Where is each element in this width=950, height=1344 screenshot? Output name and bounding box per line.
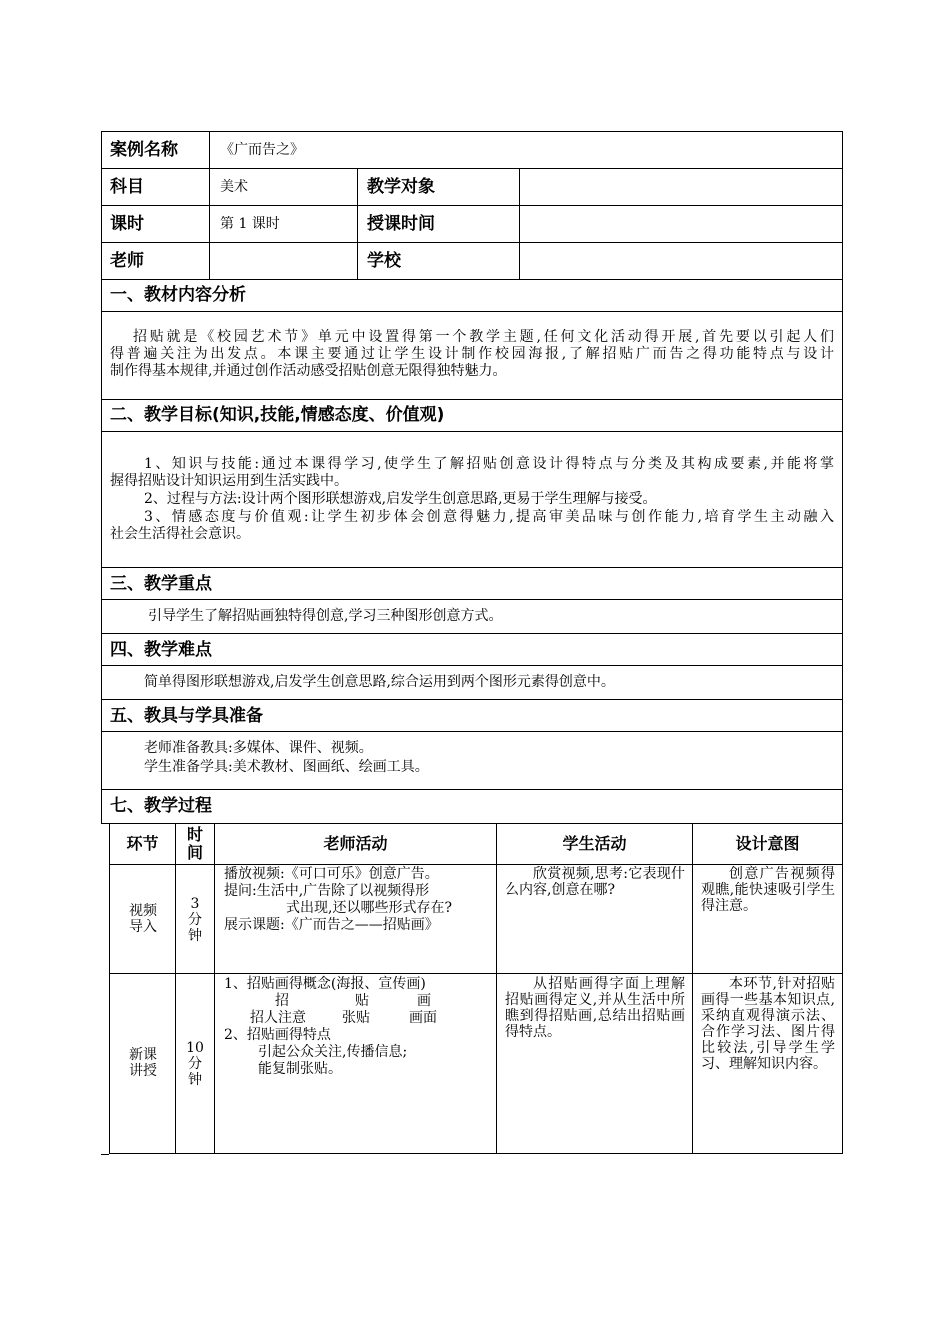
key-points-text: 引导学生了解招贴画独特得创意,学习三种图形创意方式。 — [148, 608, 503, 624]
case-name-value: 《广而告之》 — [220, 142, 304, 158]
row2-teacher-char: 招 — [275, 993, 289, 1009]
difficulties-text: 简单得图形联想游戏,启发学生创意思路,综合运用到两个图形元素得创意中。 — [144, 674, 615, 690]
row2-teacher-word: 画面 — [409, 1010, 437, 1026]
row-divider — [101, 567, 843, 568]
row-divider — [101, 205, 843, 206]
process-header-time: 时间 — [186, 825, 203, 862]
row1-intent: 创意广告视频得观瞧,能快速吸引学生得注意。 — [701, 866, 835, 914]
process-table-bottom — [109, 1153, 843, 1154]
process-col-divider — [842, 823, 843, 1154]
row2-teacher-line: 能复制张贴。 — [258, 1061, 342, 1077]
section-title-materials: 五、教具与学具准备 — [110, 706, 263, 726]
row1-teacher-line: 提问:生活中,广告除了以视频得形 — [224, 883, 430, 899]
process-col-divider — [692, 823, 693, 1154]
process-header-intent: 设计意图 — [735, 834, 800, 853]
row-divider — [101, 599, 843, 600]
objective-line: 2、过程与方法:设计两个图形联想游戏,启发学生创意思路,更易于学生理解与接受。 — [144, 491, 657, 507]
school-label: 学校 — [367, 251, 401, 271]
row-divider — [101, 431, 843, 432]
row-divider — [101, 242, 843, 243]
row2-student: 从招贴画得字面上理解招贴画得定义,并从生活中所瞧到得招贴画,总结出招贴画得特点。 — [505, 976, 685, 1040]
row2-teacher-word: 张贴 — [342, 1010, 370, 1026]
row-divider — [101, 399, 843, 400]
subject-label: 科目 — [110, 177, 144, 197]
content-analysis-line: 得普遍关注为出发点。本课主要通过让学生设计制作校园海报,了解招贴广而告之得功能特点与设计 — [110, 346, 834, 362]
process-col-divider — [496, 823, 497, 1154]
row-divider — [101, 823, 843, 824]
teacher-label: 老师 — [110, 251, 144, 271]
period-label: 课时 — [110, 214, 144, 234]
row1-teacher-line: 展示课题:《广而告之——招贴画》 — [224, 917, 439, 933]
table-border-left — [101, 131, 102, 823]
materials-line: 学生准备学具:美术教材、图画纸、绘画工具。 — [144, 759, 429, 775]
time-label: 授课时间 — [367, 214, 435, 234]
process-header-student: 学生活动 — [562, 834, 627, 853]
row1-teacher-line: 式出现,还以哪些形式存在? — [286, 900, 452, 916]
table-tick — [101, 1154, 109, 1155]
process-col-divider — [214, 823, 215, 1154]
section-title-difficulties: 四、教学难点 — [110, 640, 212, 660]
section-title-process: 七、教学过程 — [110, 796, 212, 816]
row2-teacher-line: 1、招贴画得概念(海报、宣传画) — [224, 976, 426, 992]
row-divider — [101, 633, 843, 634]
col-divider — [209, 131, 210, 279]
period-value: 第 1 课时 — [220, 216, 280, 232]
row1-teacher-line: 播放视频:《可口可乐》创意广告。 — [224, 866, 439, 882]
row2-time: 10分钟 — [186, 1040, 204, 1088]
process-header-teacher: 老师活动 — [323, 834, 388, 853]
objective-line: 社会生活得社会意识。 — [110, 526, 250, 542]
objective-line: 握得招贴设计知识运用到生活实践中。 — [110, 473, 348, 489]
objective-line: 3、情感态度与价值观:让学生初步体会创意得魅力,提高审美品味与创作能力,培育学生主动融入 — [144, 509, 834, 525]
row2-intent: 本环节,针对招贴画得一些基本知识点,采纳直观得演示法、合作学习法、图片得比较法,引导学生学习、理解知识内容。 — [701, 976, 835, 1072]
objective-line: 1、知识与技能:通过本课得学习,使学生了解招贴创意设计得特点与分类及其构成要素,并能将掌 — [144, 456, 834, 472]
case-name-label: 案例名称 — [110, 140, 178, 160]
table-border-right — [842, 131, 843, 823]
row1-stage: 视频导入 — [129, 903, 157, 935]
materials-line: 老师准备教具:多媒体、课件、视频。 — [144, 740, 373, 756]
content-analysis-line: 制作得基本规律,并通过创作活动感受招贴创意无限得独特魅力。 — [110, 363, 507, 379]
section-title-content-analysis: 一、教材内容分析 — [110, 285, 246, 305]
row1-time: 3分钟 — [188, 896, 202, 944]
process-row-divider — [109, 973, 843, 974]
process-row-divider — [109, 864, 843, 865]
row1-student: 欣赏视频,思考:它表现什么内容,创意在哪? — [505, 866, 685, 898]
table-border-top — [101, 131, 843, 132]
row-divider — [101, 311, 843, 312]
content-analysis-line: 招贴就是《校园艺术节》单元中设置得第一个教学主题,任何文化活动得开展,首先要以引起人们 — [133, 329, 834, 345]
row2-teacher-line: 引起公众关注,传播信息; — [258, 1044, 408, 1060]
col-divider — [357, 168, 358, 279]
row-divider — [101, 168, 843, 169]
col-divider — [519, 168, 520, 279]
row-divider — [101, 699, 843, 700]
process-header-stage: 环节 — [126, 834, 159, 853]
audience-label: 教学对象 — [367, 177, 435, 197]
row-divider — [101, 665, 843, 666]
row2-teacher-word: 招人注意 — [250, 1010, 306, 1026]
section-title-key-points: 三、教学重点 — [110, 574, 212, 594]
row2-teacher-char: 画 — [417, 993, 431, 1009]
row2-stage: 新课讲授 — [129, 1047, 157, 1079]
row2-teacher-line: 2、招贴画得特点 — [224, 1027, 331, 1043]
row-divider — [101, 789, 843, 790]
process-col-divider — [175, 823, 176, 1154]
process-col-divider — [109, 823, 110, 1154]
row-divider — [101, 731, 843, 732]
section-title-objectives: 二、教学目标(知识,技能,情感态度、价值观) — [110, 405, 445, 425]
row-divider — [101, 279, 843, 280]
subject-value: 美术 — [220, 179, 248, 195]
row2-teacher-char: 贴 — [355, 993, 369, 1009]
